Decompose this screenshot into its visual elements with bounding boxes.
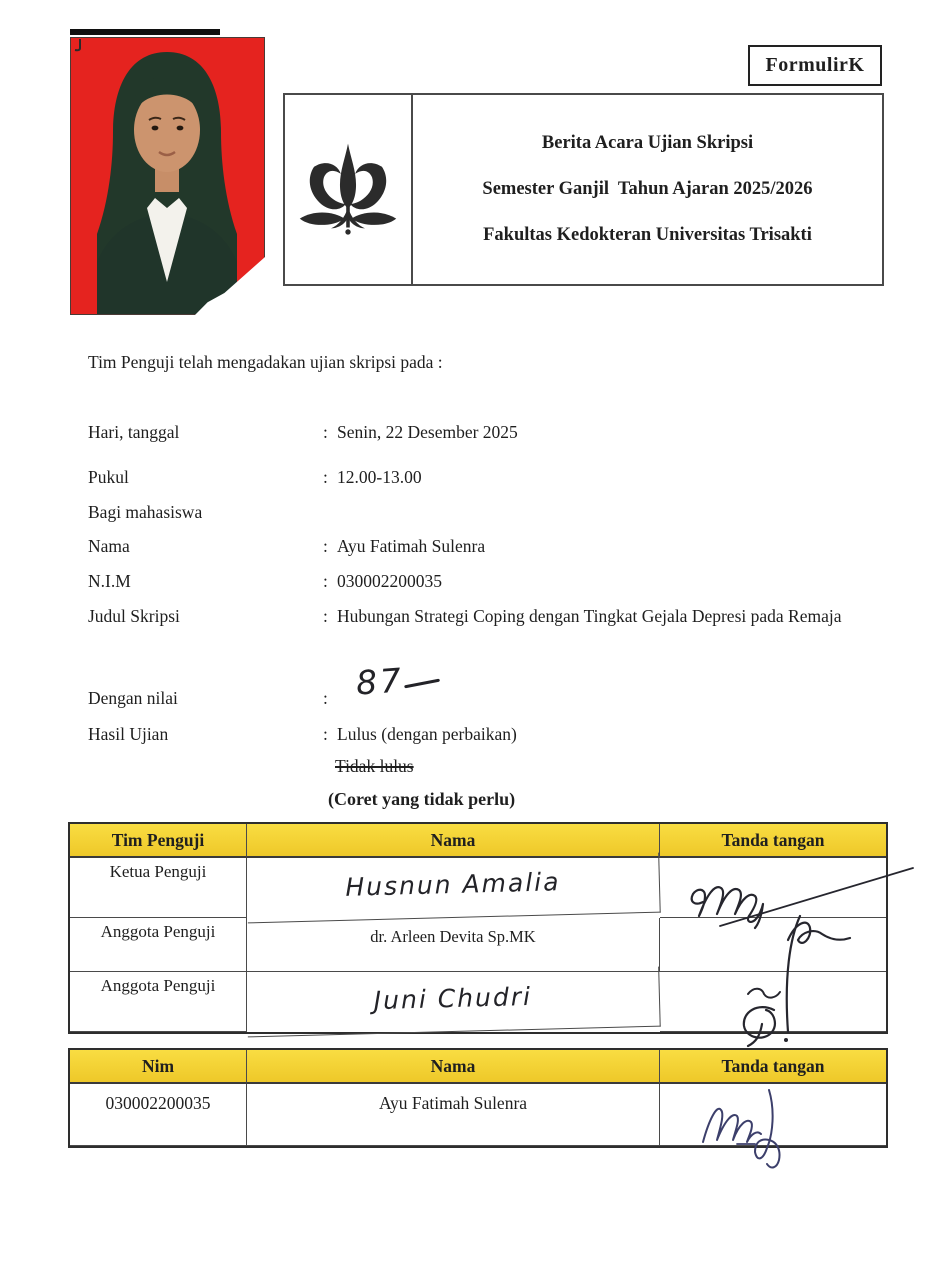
form-code-box	[748, 45, 882, 86]
column-header: Nim	[70, 1050, 247, 1084]
field-label: Hari, tanggal	[88, 422, 180, 442]
photo-corner-mark	[71, 38, 83, 52]
photo-top-edge	[70, 29, 220, 35]
field-colon: :	[323, 571, 328, 591]
field-label: Dengan nilai	[88, 688, 178, 708]
field-colon: :	[323, 688, 328, 708]
field-hari-tanggal	[88, 419, 518, 445]
field-hasil-ujian	[88, 721, 517, 747]
logo-cell	[285, 95, 413, 284]
field-label: N.I.M	[88, 571, 131, 591]
trisakti-logo-icon	[294, 140, 402, 240]
table-row	[70, 1084, 886, 1146]
form-title-line1: Berita Acara Ujian Skripsi	[541, 133, 754, 153]
field-value: Senin, 22 Desember 2025	[337, 422, 518, 442]
handwritten-grade: 87	[354, 660, 406, 703]
field-label: Hasil Ujian	[88, 724, 169, 744]
student-portrait-illustration	[71, 38, 264, 314]
field-nim	[88, 568, 442, 594]
examiner-table-header	[70, 824, 886, 858]
field-bagi-mahasiswa	[88, 499, 323, 525]
field-value: Hubungan Strategi Coping dengan Tingkat Gejala Depresi pada Remaja	[337, 606, 842, 626]
table-row	[70, 918, 886, 972]
examiner-name: dr. Arleen Devita Sp.MK	[247, 918, 660, 972]
field-colon: :	[323, 467, 328, 487]
student-photo	[70, 37, 265, 315]
form-title-line3: Fakultas Kedokteran Universitas Trisakti	[483, 225, 812, 245]
field-nama	[88, 533, 485, 559]
field-value: 12.00-13.00	[337, 467, 422, 487]
column-header: Tanda tangan	[660, 1050, 886, 1084]
signature-cell	[660, 858, 886, 918]
crossed-out-option: Tidak lulus	[335, 756, 414, 776]
examiner-name-handwritten: Juni Chudri	[246, 967, 660, 1038]
signature-cell	[660, 918, 886, 972]
examiner-role: Ketua Penguji	[70, 858, 247, 918]
field-value: 030002200035	[337, 571, 442, 591]
field-label: Pukul	[88, 467, 129, 487]
field-label: Judul Skripsi	[88, 606, 180, 626]
field-dengan-nilai	[88, 685, 337, 711]
form-code-label: FormulirK	[765, 54, 865, 76]
field-judul-skripsi	[88, 603, 841, 629]
form-header	[283, 93, 884, 286]
table-row	[70, 972, 886, 1032]
signature-cell	[660, 972, 886, 1032]
field-colon: :	[323, 536, 328, 556]
field-colon: :	[323, 724, 328, 744]
field-label: Nama	[88, 536, 130, 556]
field-label: Bagi mahasiswa	[88, 502, 203, 522]
column-header: Tim Penguji	[70, 824, 247, 858]
column-header: Tanda tangan	[660, 824, 886, 858]
student-table-header	[70, 1050, 886, 1084]
field-pukul	[88, 464, 422, 490]
column-header: Nama	[247, 1050, 660, 1084]
intro-text: Tim Penguji telah mengadakan ujian skripsi pada :	[88, 352, 443, 372]
field-value: Lulus (dengan perbaikan)	[337, 724, 517, 744]
table-row	[70, 858, 886, 918]
examiner-name-handwritten: Husnun Amalia	[246, 853, 660, 924]
signature-cell	[660, 1084, 886, 1146]
field-value: Ayu Fatimah Sulenra	[337, 536, 486, 556]
column-header: Nama	[247, 824, 660, 858]
student-table	[68, 1048, 888, 1148]
student-name: Ayu Fatimah Sulenra	[247, 1084, 660, 1146]
handwritten-grade-stroke	[404, 679, 440, 688]
examiner-role: Anggota Penguji	[70, 972, 247, 1032]
examiner-role: Anggota Penguji	[70, 918, 247, 972]
field-colon: :	[323, 606, 328, 626]
field-colon: :	[323, 422, 328, 442]
form-title-line2: Semester Ganjil Tahun Ajaran 2025/2026	[482, 179, 813, 199]
form-title-block	[413, 95, 882, 284]
examiner-table	[68, 822, 888, 1034]
strike-note: (Coret yang tidak perlu)	[328, 789, 516, 809]
student-nim: 030002200035	[70, 1084, 247, 1146]
